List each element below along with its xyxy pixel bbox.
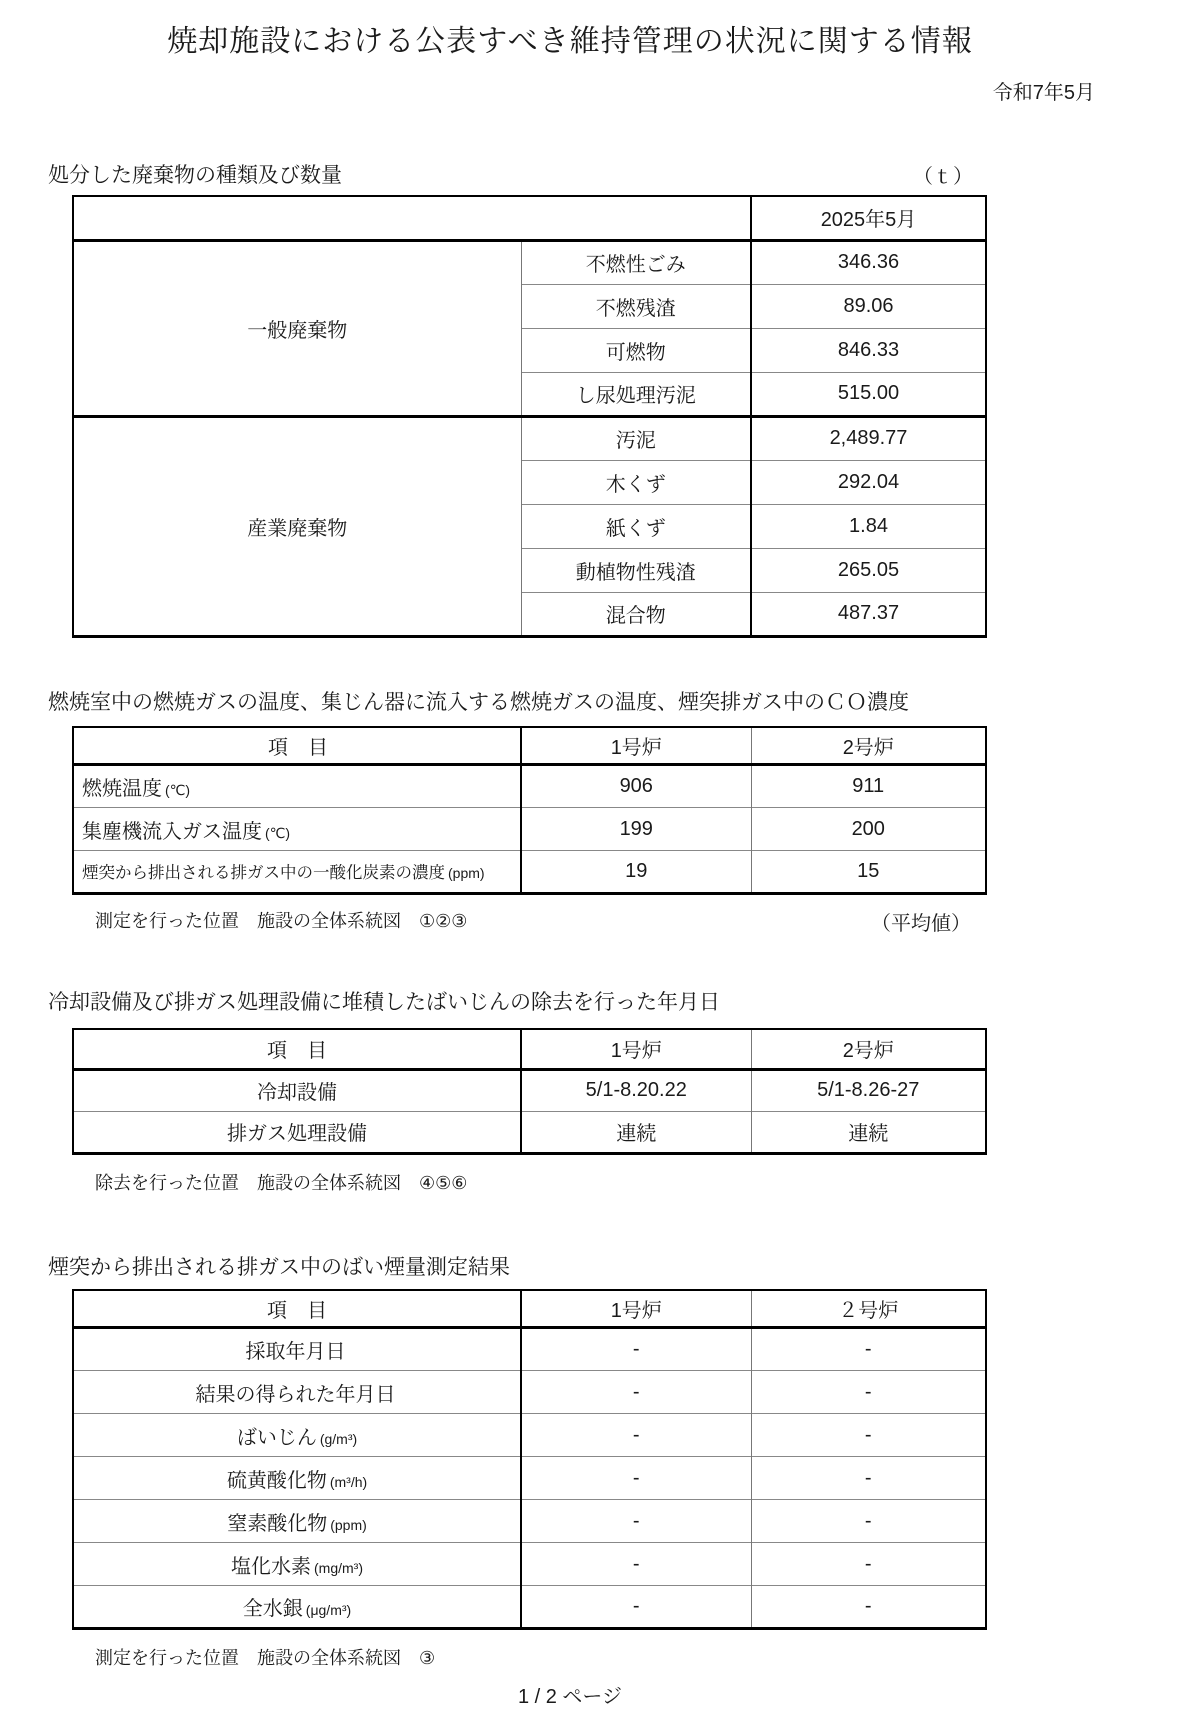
table-row	[73, 1543, 986, 1586]
table-row	[73, 765, 986, 808]
furnace1-value: -	[521, 1414, 751, 1457]
furnace2-value: -	[751, 1328, 986, 1371]
row-label-text: 全水銀	[242, 1598, 303, 1620]
table-row	[73, 1328, 986, 1371]
table-row	[73, 1586, 986, 1629]
furnace2-value: 連続	[751, 1111, 986, 1153]
col-item: 項 目	[73, 727, 521, 765]
row-label-text: 採取年月日	[245, 1341, 346, 1363]
unit-tons-label: （ｔ）	[913, 166, 973, 188]
section-temperature	[48, 686, 985, 716]
row-label	[73, 808, 521, 851]
col-item: 項 目	[73, 1290, 521, 1328]
row-label-text: 燃焼温度	[82, 778, 162, 800]
furnace1-value: 199	[521, 808, 751, 851]
row-unit: (m³/h)	[329, 1473, 368, 1490]
col-furnace2: ２号炉	[751, 1290, 986, 1328]
section-dust-removal	[48, 986, 985, 1016]
row-label: 排ガス処理設備	[73, 1111, 521, 1153]
row-label	[73, 1543, 521, 1586]
row-label-text: 煙突から排出される排ガス中の一酸化炭素の濃度	[82, 864, 445, 882]
removal-location-note: 除去を行った位置 施設の全体系統図 ④⑤⑥	[95, 1172, 468, 1193]
furnace2-value: 15	[751, 851, 986, 894]
table-header-row	[73, 1290, 986, 1328]
row-label	[73, 1457, 521, 1500]
row-label	[73, 851, 521, 894]
measurement-location-note-2: 測定を行った位置 施設の全体系統図 ③	[95, 1648, 436, 1668]
waste-type: 動植物性残渣	[521, 548, 751, 592]
furnace1-value: 906	[521, 765, 751, 808]
waste-value: 346.36	[751, 240, 986, 284]
section-heading-smoke: 煙突から排出される排ガス中のばい煙量測定結果	[48, 1255, 510, 1279]
section-heading-waste: 処分した廃棄物の種類及び数量	[48, 164, 342, 187]
section-heading-temperature: 燃焼室中の燃焼ガスの温度、集じん器に流入する燃焼ガスの温度、煙突排ガス中のＣＯ濃度	[48, 690, 909, 714]
document-date: 令和7年5月	[992, 82, 1095, 104]
row-label	[73, 1586, 521, 1629]
col-furnace1: 1号炉	[521, 1029, 751, 1069]
waste-value: 1.84	[751, 504, 986, 548]
waste-value: 487.37	[751, 592, 986, 636]
furnace1-value: -	[521, 1543, 751, 1586]
section-smoke	[48, 1251, 985, 1281]
waste-header-empty	[73, 196, 751, 240]
waste-table	[72, 195, 987, 638]
smoke-table	[72, 1289, 987, 1631]
row-label	[73, 1500, 521, 1543]
row-unit: (℃)	[165, 782, 191, 798]
col-furnace1: 1号炉	[521, 1290, 751, 1328]
table-row	[73, 1111, 986, 1153]
waste-value: 89.06	[751, 284, 986, 328]
col-item: 項 目	[73, 1029, 521, 1069]
page-title: 焼却施設における公表すべき維持管理の状況に関する情報	[167, 25, 973, 58]
waste-header-month: 2025年5月	[751, 196, 986, 240]
table-row	[73, 1414, 986, 1457]
waste-value: 846.33	[751, 328, 986, 372]
table-row	[73, 240, 986, 284]
row-label-text: 窒素酸化物	[227, 1512, 328, 1535]
row-label-text: 塩化水素	[231, 1555, 311, 1578]
row-label	[73, 1328, 521, 1371]
row-label: 冷却設備	[73, 1069, 521, 1111]
row-unit: (mg/m³)	[314, 1559, 363, 1576]
waste-value: 265.05	[751, 548, 986, 592]
waste-category-general: 一般廃棄物	[73, 240, 521, 416]
table-row	[73, 416, 986, 460]
section-waste	[48, 159, 985, 189]
row-unit: (ppm)	[448, 865, 485, 881]
col-furnace2: 2号炉	[751, 1029, 986, 1069]
waste-type: し尿処理汚泥	[521, 372, 751, 416]
furnace1-value: -	[521, 1371, 751, 1414]
furnace2-value: 200	[751, 808, 986, 851]
waste-value: 515.00	[751, 372, 986, 416]
row-label	[73, 1414, 521, 1457]
waste-type: 木くず	[521, 460, 751, 504]
row-unit: (g/m³)	[319, 1430, 358, 1447]
table-row	[73, 808, 986, 851]
section-heading-dust-removal: 冷却設備及び排ガス処理設備に堆積したばいじんの除去を行った年月日	[48, 991, 720, 1014]
furnace1-value: -	[521, 1586, 751, 1629]
furnace2-value: -	[751, 1543, 986, 1586]
furnace1-value: 連続	[521, 1111, 751, 1153]
col-furnace2: 2号炉	[751, 727, 986, 765]
average-note: （平均値）	[871, 913, 971, 935]
table-row	[73, 1457, 986, 1500]
row-unit: (℃)	[265, 824, 291, 841]
dust-removal-table	[72, 1028, 987, 1155]
table-row	[73, 851, 986, 894]
page-number: 1 / 2 ページ	[517, 1686, 623, 1708]
waste-type: 可燃物	[521, 328, 751, 372]
col-furnace1: 1号炉	[521, 727, 751, 765]
furnace2-value: -	[751, 1414, 986, 1457]
furnace2-value: 5/1-8.26-27	[751, 1069, 986, 1111]
waste-value: 292.04	[751, 460, 986, 504]
temperature-table	[72, 726, 987, 896]
waste-type: 混合物	[521, 592, 751, 636]
row-unit: (μg/m³)	[305, 1602, 352, 1618]
waste-type: 汚泥	[521, 416, 751, 460]
row-label-text: 硫黄酸化物	[226, 1469, 327, 1492]
table-header-row	[73, 727, 986, 765]
table-row	[73, 1069, 986, 1111]
waste-type: 不燃性ごみ	[521, 240, 751, 284]
row-label	[73, 1371, 521, 1414]
furnace2-value: 911	[751, 765, 986, 808]
furnace1-value: 5/1-8.20.22	[521, 1069, 751, 1111]
table-row	[73, 1500, 986, 1543]
row-label-text: 結果の得られた年月日	[195, 1383, 396, 1406]
furnace2-value: -	[751, 1586, 986, 1629]
dust-removal-note	[95, 1169, 985, 1195]
table-row	[73, 1371, 986, 1414]
waste-table-header-row	[73, 196, 986, 240]
furnace1-value: -	[521, 1500, 751, 1543]
row-unit: (ppm)	[330, 1516, 367, 1533]
temperature-note	[95, 907, 985, 936]
waste-value: 2,489.77	[751, 416, 986, 460]
row-label-text: ばいじん	[236, 1426, 317, 1449]
furnace2-value: -	[751, 1457, 986, 1500]
furnace1-value: -	[521, 1328, 751, 1371]
furnace2-value: -	[751, 1371, 986, 1414]
smoke-note	[95, 1644, 985, 1670]
waste-category-industrial: 産業廃棄物	[73, 416, 521, 636]
table-header-row	[73, 1029, 986, 1069]
row-label	[73, 765, 521, 808]
row-label-text: 集塵機流入ガス温度	[82, 820, 262, 843]
furnace1-value: -	[521, 1457, 751, 1500]
furnace2-value: -	[751, 1500, 986, 1543]
furnace1-value: 19	[521, 851, 751, 894]
waste-type: 不燃残渣	[521, 284, 751, 328]
measurement-location-note: 測定を行った位置 施設の全体系統図 ①②③	[95, 911, 468, 931]
waste-type: 紙くず	[521, 504, 751, 548]
